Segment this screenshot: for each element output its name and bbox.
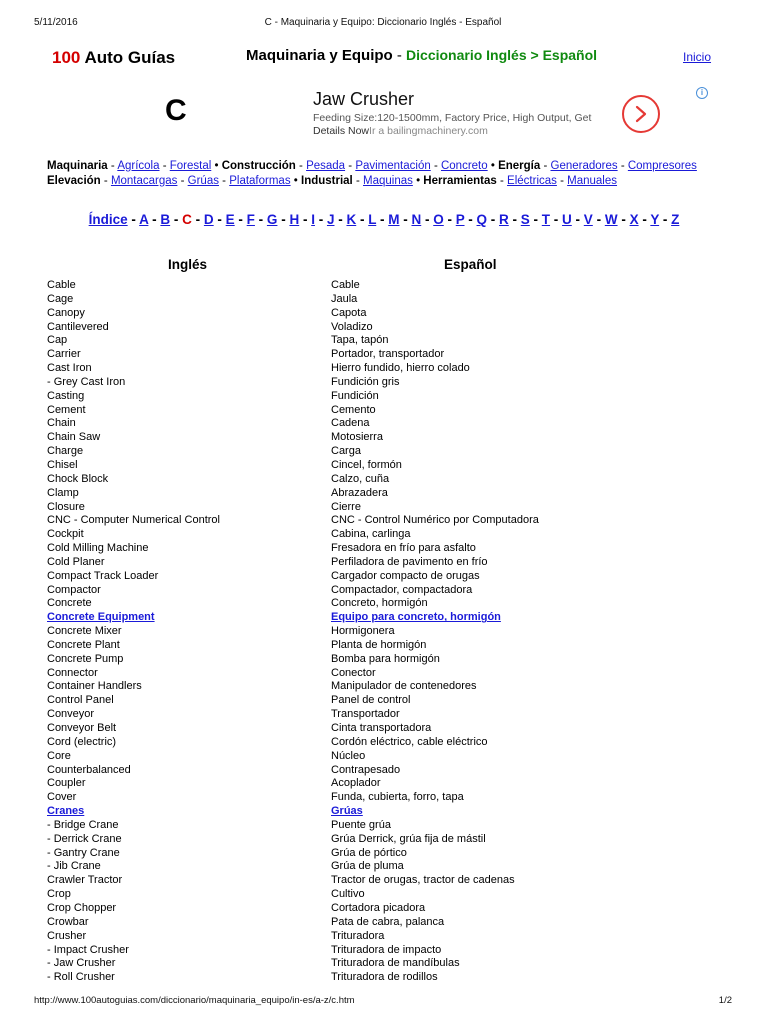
category-group-construccion: Construcción [221,160,296,172]
english-term: Cement [47,403,86,416]
glossary-row [47,514,737,528]
glossary-row [47,736,737,750]
spanish-term: Núcleo [331,749,366,762]
english-term: Cover [47,791,77,804]
english-term: Cap [47,334,68,347]
page-title-sub: Diccionario Inglés > Español [406,47,598,63]
english-term: Counterbalanced [47,763,131,776]
spanish-term: Abrazadera [331,486,388,499]
spanish-term: Transportador [331,708,400,721]
category-group-energia: Energía [498,160,541,172]
glossary-row [47,957,737,971]
spanish-term [331,611,501,625]
category-separator: - [218,174,230,187]
category-separator: - [430,160,441,172]
glossary-row [47,334,737,348]
category-link-agricola[interactable]: Agrícola [117,160,160,172]
alphabet-letter-r[interactable]: R [499,212,509,227]
english-term: Cord (electric) [47,735,117,748]
print-footer [34,995,732,1009]
spanish-term: Voladizo [331,320,373,333]
category-separator: - [159,160,170,172]
glossary-row [47,888,737,902]
spanish-term: Cincel, formón [331,458,402,471]
alphabet-separator: - [299,212,312,227]
category-separator: - [345,160,356,172]
glossary-row [47,833,737,847]
category-link-gruas[interactable]: Grúas [187,174,219,187]
glossary-row [47,293,737,307]
english-term: - Impact Crusher [47,943,129,956]
category-link-plataformas[interactable]: Plataformas [229,174,291,187]
spanish-term: Cordón eléctrico, cable eléctrico [331,735,488,748]
brand-number: 100 [52,48,81,67]
alphabet-letter-f[interactable]: F [246,212,255,227]
brand-text: Auto Guías [80,48,176,67]
alphabet-letter-j[interactable]: J [326,212,335,227]
ad-desc-text: Feeding Size:120-1500mm, Factory Price, High Output, Get [313,112,592,124]
category-link-forestal[interactable]: Forestal [169,160,212,172]
spanish-term: Grúa de pluma [331,860,404,873]
alphabet-letter-u[interactable]: U [562,212,572,227]
spanish-term: Cierre [331,500,361,513]
category-link-manuales[interactable]: Manuales [567,174,618,187]
alphabet-separator: - [550,212,563,227]
glossary-row [47,680,737,694]
glossary-row [47,597,737,611]
english-term: Canopy [47,306,85,319]
glossary-row [47,501,737,515]
english-term: - Roll Crusher [47,971,115,984]
english-term: - Derrick Crane [47,832,122,845]
spanish-term: Capota [331,306,367,319]
glossary-row [47,390,737,404]
glossary-row [47,404,737,418]
alphabet-separator: - [659,212,672,227]
glossary-row [47,805,737,819]
alphabet-separator: - [234,212,247,227]
spanish-term: Trituradora de mandíbulas [331,957,460,970]
spanish-term: Tapa, tapón [331,334,389,347]
english-term: Compact Track Loader [47,569,159,582]
alphabet-nav [0,212,768,227]
category-group-maquinaria: Maquinaria [47,160,108,172]
english-term: Chock Block [47,472,109,485]
glossary-row [47,860,737,874]
english-term: Closure [47,500,85,513]
column-header-english: Inglés [168,257,208,272]
glossary-row [47,791,737,805]
spanish-term: Compactador, compactadora [331,583,473,596]
category-separator: • [211,160,222,172]
english-term: Cockpit [47,528,84,541]
category-group-industrial: Industrial [301,174,353,187]
english-term: Carrier [47,348,81,361]
alphabet-letter-t[interactable]: T [541,212,551,227]
ad-domain[interactable]: Ir a bailingmachinery.com [369,125,488,137]
glossary-row [47,584,737,598]
category-separator: - [295,160,307,172]
category-link-concreto[interactable]: Concreto [440,160,488,172]
home-link[interactable]: Inicio [683,50,712,64]
english-term: Crop Chopper [47,901,117,914]
english-term: Cold Planer [47,555,105,568]
glossary-row [47,667,737,681]
spanish-term: Hormigonera [331,625,395,638]
spanish-term: Trituradora de rodillos [331,971,438,984]
alphabet-letter-h[interactable]: H [289,212,300,227]
category-nav-line-2 [47,174,727,189]
alphabet-separator: - [314,212,327,227]
alphabet-letter-k[interactable]: K [346,212,357,227]
category-group-herramientas: Herramientas [423,174,497,187]
english-section-link[interactable]: Cranes [47,805,85,818]
english-term: Chisel [47,458,78,471]
english-term: Crop [47,888,71,901]
alphabet-letter-a[interactable]: A [139,212,149,227]
category-separator: - [352,174,363,187]
glossary-row [47,971,737,985]
spanish-section-link[interactable]: Equipo para concreto, hormigón [331,611,501,624]
alphabet-separator: - [170,212,183,227]
glossary-row [47,431,737,445]
page-title-main: Maquinaria y Equipo [246,47,393,64]
category-link-pavimentacion[interactable]: Pavimentación [355,160,431,172]
english-term: Cable [47,279,76,291]
ad-title[interactable]: Jaw Crusher [313,89,415,109]
alphabet-letter-l[interactable]: L [368,212,377,227]
english-term: Casting [47,389,85,402]
spanish-term: Jaula [331,292,358,305]
english-term: - Jib Crane [47,860,101,873]
spanish-term: Cultivo [331,888,365,901]
category-separator: • [487,160,499,172]
glossary-row [47,902,737,916]
spanish-term: Fundición gris [331,375,400,388]
english-term [47,805,84,819]
glossary-row [47,348,737,362]
alphabet-separator: - [638,212,651,227]
english-term: Crowbar [47,915,89,928]
english-term: - Jaw Crusher [47,957,116,970]
glossary-row [47,874,737,888]
english-term: Clamp [47,486,79,499]
english-term: Concrete Mixer [47,625,122,638]
alphabet-separator: - [529,212,542,227]
english-term: CNC - Computer Numerical Control [47,514,220,527]
spanish-term: Pata de cabra, palanca [331,915,445,928]
english-term: Cage [47,292,74,305]
english-term: Compactor [47,583,101,596]
print-header [34,17,732,31]
glossary-row [47,459,737,473]
spanish-term: CNC - Control Numérico por Computadora [331,514,539,527]
english-term: - Bridge Crane [47,818,119,831]
category-group-elevacion: Elevación [47,174,101,187]
alphabet-letter-e[interactable]: E [225,212,235,227]
glossary-row [47,473,737,487]
alphabet-letter-i[interactable]: I [311,212,315,227]
ad-desc-now: Details Now [313,125,370,137]
category-separator: • [290,174,301,187]
spanish-term: Panel de control [331,694,411,707]
alphabet-current-letter: C [182,212,192,227]
english-term: Core [47,749,71,762]
glossary-row [47,847,737,861]
spanish-term: Calzo, cuña [331,472,390,485]
glossary-row [47,916,737,930]
english-term [47,611,155,625]
glossary-row [47,653,737,667]
spanish-term: Planta de hormigón [331,638,427,651]
spanish-term: Cadena [331,417,370,430]
spanish-term: Cargador compacto de orugas [331,569,480,582]
print-date: 5/11/2016 [34,17,78,28]
glossary-row [47,708,737,722]
alphabet-separator: - [617,212,630,227]
english-term: Coupler [47,777,86,790]
category-link-maquinas[interactable]: Maquinas [363,174,413,187]
spanish-term: Motosierra [331,431,383,444]
english-term: - Grey Cast Iron [47,375,126,388]
glossary-row [47,611,737,625]
spanish-term: Conector [331,666,376,679]
alphabet-letter-d[interactable]: D [203,212,214,227]
glossary-row [47,570,737,584]
spanish-term: Cabina, carlinga [331,528,411,541]
glossary-row [47,639,737,653]
spanish-term: Fresadora en frío para asfalto [331,542,476,555]
spanish-term: Cinta transportadora [331,722,432,734]
alphabet-separator: - [464,212,477,227]
alphabet-separator: - [334,212,347,227]
english-term: Chain [47,417,76,430]
category-separator: - [540,160,551,172]
spanish-term: Carga [331,445,361,458]
glossary-row [47,722,737,736]
alphabet-letter-w[interactable]: W [604,212,618,227]
spanish-term: Puente grúa [331,818,391,831]
site-header [0,45,768,73]
ad-description [313,112,613,138]
alphabet-separator: - [213,212,226,227]
spanish-term [331,805,363,819]
glossary-row [47,321,737,335]
glossary-row [47,556,737,570]
spanish-term: Funda, cubierta, forro, tapa [331,791,464,804]
english-term: Crusher [47,929,87,942]
spanish-term: Tractor de orugas, tractor de cadenas [331,874,515,887]
spanish-term: Contrapesado [331,763,401,776]
alphabet-letter-v[interactable]: V [583,212,593,227]
glossary-row [47,417,737,431]
glossary-row [47,777,737,791]
english-term: Cast Iron [47,362,92,375]
info-icon[interactable]: i [696,87,708,99]
spanish-term: Bomba para hormigón [331,652,440,665]
alphabet-separator: - [254,212,267,227]
alphabet-separator: - [148,212,161,227]
alphabet-separator: - [277,212,290,227]
alphabet-separator: - [487,212,500,227]
alphabet-separator: - [421,212,434,227]
category-link-compresores[interactable]: Compresores [627,160,697,172]
ad-banner[interactable] [40,82,716,144]
category-nav-line-1 [47,159,727,174]
alphabet-separator: - [191,212,204,227]
english-term: Concrete Plant [47,638,120,651]
alphabet-separator: - [508,212,521,227]
alphabet-separator: - [376,212,389,227]
glossary-row [47,279,737,293]
glossary-row [47,764,737,778]
chevron-right-icon[interactable] [622,95,660,133]
alphabet-separator: - [127,212,140,227]
spanish-term: Grúa Derrick, grúa fija de mástil [331,832,486,845]
english-term: Conveyor Belt [47,722,117,734]
spanish-term: Concreto, hormigón [331,597,428,610]
category-separator: - [100,174,111,187]
alphabet-separator: - [571,212,584,227]
spanish-term: Hierro fundido, hierro colado [331,362,470,375]
glossary-row [47,694,737,708]
alphabet-index-link[interactable]: Índice [88,212,128,227]
glossary-row [47,487,737,501]
spanish-term: Portador, transportador [331,348,445,361]
page-title [246,47,597,64]
glossary-row [47,445,737,459]
alphabet-letter-s[interactable]: S [520,212,530,227]
alphabet-letter-q[interactable]: Q [476,212,488,227]
english-section-link[interactable]: Concrete Equipment [47,611,155,624]
english-term: Connector [47,666,98,679]
spanish-term: Cable [331,279,360,291]
spanish-term: Cemento [331,403,376,416]
glossary-row [47,930,737,944]
alphabet-letter-z[interactable]: Z [671,212,680,227]
english-term: Concrete [47,597,92,610]
english-term: Control Panel [47,694,114,707]
alphabet-letter-y[interactable]: Y [650,212,660,227]
print-page-number: 1/2 [718,995,732,1006]
category-separator: - [496,174,508,187]
english-term: Charge [47,445,84,458]
english-term: Cantilevered [47,320,109,333]
print-url: http://www.100autoguias.com/diccionario/maquinaria_equipo/in-es/a-z/c.htm [34,995,355,1006]
english-term: Chain Saw [47,431,101,444]
spanish-term: Cortadora picadora [331,901,426,914]
column-header-spanish: Español [444,257,497,272]
category-link-montacargas[interactable]: Montacargas [110,174,178,187]
alphabet-separator: - [443,212,456,227]
page-title-separator: - [392,47,407,64]
category-nav [47,159,727,188]
alphabet-separator: - [356,212,369,227]
ad-letter: C [165,94,187,127]
glossary-row [47,944,737,958]
category-separator: • [412,174,424,187]
alphabet-letter-g[interactable]: G [266,212,278,227]
category-separator: - [177,174,188,187]
alphabet-letter-p[interactable]: P [455,212,465,227]
alphabet-letter-x[interactable]: X [629,212,639,227]
english-term: Conveyor [47,708,95,721]
category-link-generadores[interactable]: Generadores [550,160,618,172]
english-term: Cold Milling Machine [47,542,149,555]
alphabet-letter-m[interactable]: M [388,212,400,227]
english-term: - Gantry Crane [47,846,120,859]
spanish-term: Trituradora de impacto [331,943,442,956]
category-separator: - [617,160,628,172]
glossary-row [47,528,737,542]
spanish-term: Perfiladora de pavimento en frío [331,555,488,568]
alphabet-letter-o[interactable]: O [433,212,444,227]
glossary-row [47,625,737,639]
spanish-section-link[interactable]: Grúas [331,805,363,818]
alphabet-separator: - [399,212,412,227]
glossary-row [47,362,737,376]
spanish-term: Fundición [331,389,379,402]
glossary-row [47,819,737,833]
site-logo[interactable] [52,48,175,68]
category-link-pesada[interactable]: Pesada [306,160,346,172]
glossary-row [47,750,737,764]
alphabet-letter-n[interactable]: N [411,212,422,227]
category-separator: - [107,160,118,172]
print-title: C - Maquinaria y Equipo: Diccionario Inglés - Español [264,17,502,28]
spanish-term: Manipulador de contenedores [331,680,477,693]
alphabet-letter-b[interactable]: B [160,212,171,227]
english-term: Concrete Pump [47,652,124,665]
glossary-row [47,376,737,390]
english-term: Container Handlers [47,680,142,693]
category-separator: - [556,174,568,187]
spanish-term: Acoplador [331,777,381,790]
spanish-term: Trituradora [331,929,385,942]
english-term: Crawler Tractor [47,874,123,887]
alphabet-separator: - [592,212,605,227]
spanish-term: Grúa de pórtico [331,846,407,859]
category-link-electricas[interactable]: Eléctricas [507,174,557,187]
glossary-row [47,307,737,321]
glossary-list [47,279,737,985]
glossary-row [47,542,737,556]
